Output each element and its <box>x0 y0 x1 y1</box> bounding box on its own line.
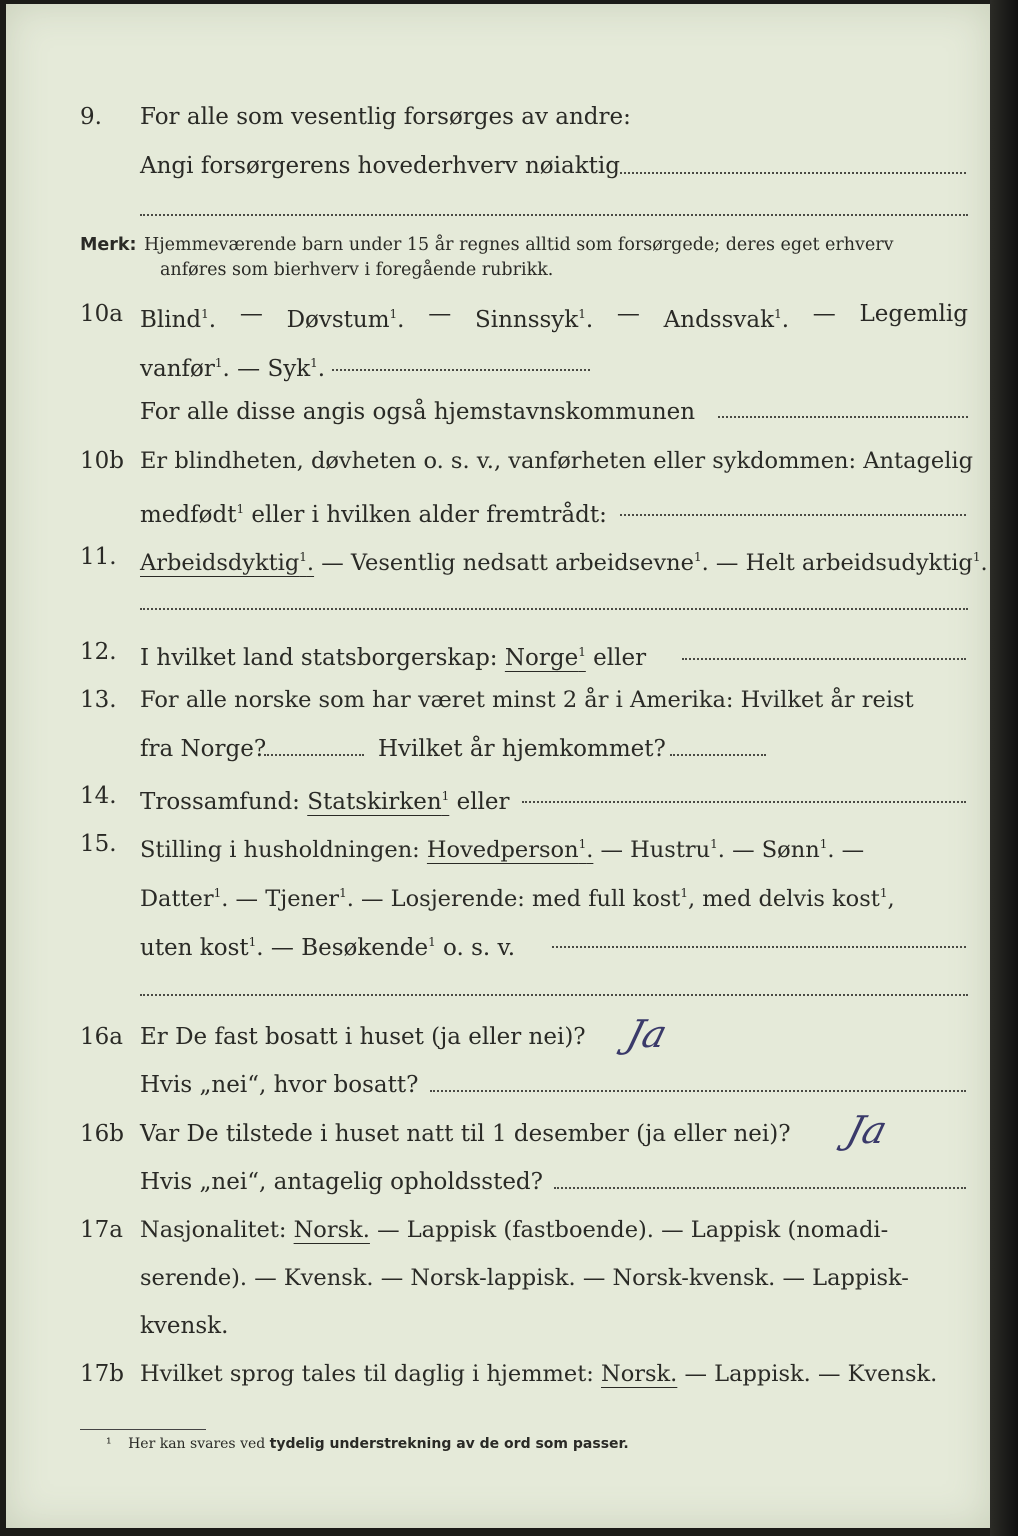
option-word[interactable]: Legemlig <box>859 301 968 327</box>
option-word[interactable]: Døvstum$^1$. <box>286 307 405 333</box>
question-text: Hvis „nei“, antagelig opholdssted? <box>140 1169 543 1195</box>
selected-option[interactable]: Hovedperson$^1$. <box>426 837 594 863</box>
question-9-line1 <box>6 97 990 137</box>
question-number: 15. <box>80 831 117 857</box>
question-number: 12. <box>80 639 117 665</box>
option-word[interactable]: Blind$^1$. <box>140 307 217 333</box>
answer-blank[interactable] <box>552 946 966 948</box>
option-word[interactable]: — <box>428 301 452 327</box>
question-15-line2 <box>6 873 990 913</box>
answer-blank[interactable] <box>264 754 364 756</box>
question-text: I hvilket land statsborgerskap: Norge$^1$ eller <box>140 645 647 671</box>
question-number: 10b <box>80 448 124 474</box>
selected-option[interactable]: Arbeidsdyktig$^1$. <box>140 550 315 576</box>
answer-blank[interactable] <box>140 994 968 996</box>
question-text: vanfør$^1$. — Syk$^1$. <box>140 356 326 382</box>
question-13-line2 <box>6 729 990 769</box>
question-16a-line2 <box>6 1065 990 1105</box>
question-11 <box>6 537 990 577</box>
answer-blank[interactable] <box>682 658 966 660</box>
question-17a-line2 <box>6 1258 990 1298</box>
question-text: For alle norske som har været minst 2 år i Amerika: Hvilket år reist <box>140 687 914 713</box>
question-number: 13. <box>80 687 117 713</box>
question-9-line2 <box>6 146 990 186</box>
question-text: Hvis „nei“, hvor bosatt? <box>140 1072 419 1098</box>
question-number: 10a <box>80 301 123 327</box>
question-10a-line3 <box>6 392 990 432</box>
question-number: 16a <box>80 1024 123 1050</box>
page-edge <box>990 0 1018 1536</box>
note-label: Merk: <box>80 235 137 255</box>
question-text: Angi forsørgerens hovederhverv nøiaktig <box>140 153 620 179</box>
question-text: Er blindheten, døvheten o. s. v., vanførheten eller sykdommen: Antagelig <box>140 448 973 474</box>
question-text: For alle som vesentlig forsørges av andre: <box>140 104 631 130</box>
census-form-page <box>6 4 990 1528</box>
answer-blank[interactable] <box>140 214 968 216</box>
answer-blank[interactable] <box>718 416 968 418</box>
question-16a-line1 <box>6 1017 990 1057</box>
question-text: Var De tilstede i huset natt til 1 desember (ja eller nei)? <box>140 1121 791 1147</box>
handwritten-answer[interactable]: Ja <box>622 1012 672 1056</box>
question-15-line1 <box>6 824 990 864</box>
question-text: Hvilket år hjemkommet? <box>378 736 666 762</box>
question-text: Hvilket sprog tales til daglig i hjemmet: Norsk. — Lappisk. — Kvensk. <box>140 1361 938 1387</box>
option-word[interactable]: — <box>616 301 640 327</box>
selected-option[interactable]: Norge$^1$ <box>504 645 586 671</box>
question-number: 17a <box>80 1217 123 1243</box>
question-17a-line3 <box>6 1306 990 1346</box>
question-text: Stilling i husholdningen: Hovedperson$^1$. — Hustru$^1$. — Sønn$^1$. — <box>140 837 865 863</box>
question-text: Er De fast bosatt i huset (ja eller nei)? <box>140 1024 586 1050</box>
answer-blank[interactable] <box>522 801 966 803</box>
question-text: Trossamfund: Statskirken$^1$ eller <box>140 789 510 815</box>
question-10b-line2 <box>6 489 990 529</box>
selected-option[interactable]: Norsk. <box>293 1217 370 1243</box>
selected-option[interactable]: Norsk. <box>601 1361 678 1387</box>
question-text: Datter$^1$. — Tjener$^1$. — Losjerende: med full kost$^1$, med delvis kost$^1$, <box>140 886 895 912</box>
question-17b <box>6 1354 990 1394</box>
question-options <box>140 294 968 340</box>
answer-blank[interactable] <box>430 1090 966 1092</box>
question-text: Arbeidsdyktig$^1$. — Vesentlig nedsatt arbeidsevne$^1$. — Helt arbeidsudyktig$^1$. <box>140 550 988 576</box>
question-number: 16b <box>80 1121 124 1147</box>
question-text: Nasjonalitet: Norsk. — Lappisk (fastboende). — Lappisk (nomadi- <box>140 1217 889 1243</box>
footnote: ¹ Her kan svares ved tydelig understrekning av de ord som passer. <box>106 1436 629 1452</box>
question-text: medfødt$^1$ eller i hvilken alder fremtrådt: <box>140 502 607 528</box>
note-text: anføres som bierhverv i foregående rubrikk. <box>160 260 554 280</box>
question-10a-line2 <box>6 343 990 383</box>
question-number: 11. <box>80 544 117 570</box>
option-word[interactable]: — <box>239 301 263 327</box>
answer-blank[interactable] <box>554 1187 966 1189</box>
question-10a-line1 <box>6 294 990 334</box>
answer-blank[interactable] <box>620 172 966 174</box>
note-text: Hjemmeværende barn under 15 år regnes alltid som forsørgede; deres eget erhverv <box>144 235 894 255</box>
option-word[interactable]: Andssvak$^1$. <box>663 307 790 333</box>
answer-blank[interactable] <box>670 754 766 756</box>
question-text: For alle disse angis også hjemstavnskommunen <box>140 399 696 425</box>
question-text: uten kost$^1$. — Besøkende$^1$ o. s. v. <box>140 935 516 961</box>
answer-blank[interactable] <box>620 514 966 516</box>
question-17a-line1 <box>6 1210 990 1250</box>
answer-blank[interactable] <box>140 608 968 610</box>
option-word[interactable]: — <box>812 301 836 327</box>
note-line1 <box>80 232 137 259</box>
question-14 <box>6 776 990 816</box>
question-text: kvensk. <box>140 1313 229 1339</box>
question-10b-line1 <box>6 441 990 481</box>
question-number: 9. <box>80 104 102 130</box>
question-16b-line2 <box>6 1162 990 1202</box>
question-number: 17b <box>80 1361 124 1387</box>
question-15-line3 <box>6 922 990 962</box>
footnote-rule <box>80 1429 206 1430</box>
question-text: serende). — Kvensk. — Norsk-lappisk. — Norsk-kvensk. — Lappisk- <box>140 1265 909 1291</box>
option-word[interactable]: Sinnssyk$^1$. <box>474 307 594 333</box>
handwritten-answer[interactable]: Ja <box>842 1108 892 1152</box>
question-13-line1 <box>6 680 990 720</box>
question-number: 14. <box>80 783 117 809</box>
selected-option[interactable]: Statskirken$^1$ <box>307 789 450 815</box>
answer-blank[interactable] <box>332 369 590 371</box>
question-text: fra Norge? <box>140 736 267 762</box>
question-12 <box>6 632 990 672</box>
